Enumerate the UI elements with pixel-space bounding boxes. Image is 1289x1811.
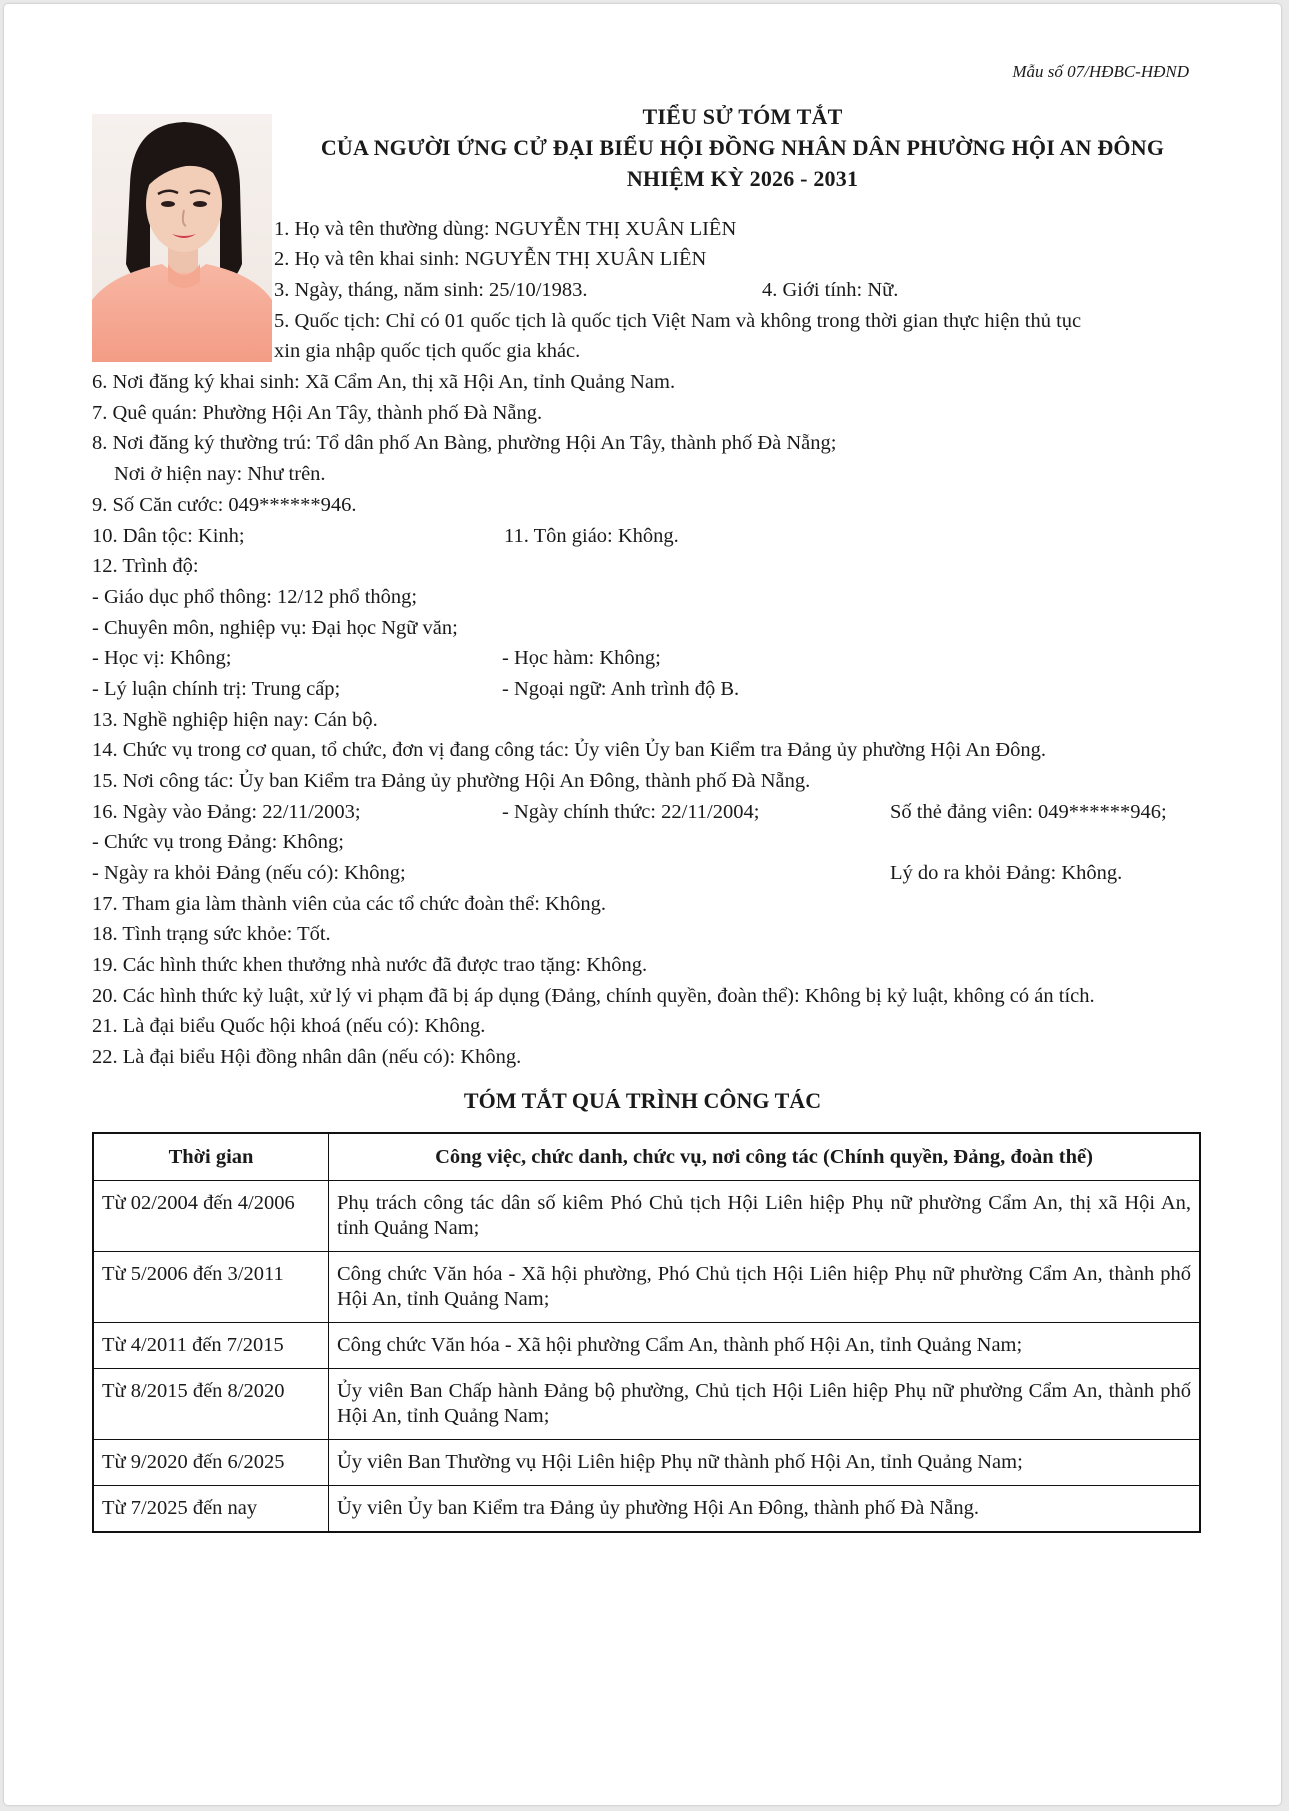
row-time: Từ 9/2020 đến 6/2025 — [93, 1440, 329, 1486]
field-12-specialization: - Chuyên môn, nghiệp vụ: Đại học Ngữ văn; — [92, 617, 458, 639]
field-12-academic-title: - Học hàm: Không; — [502, 647, 661, 669]
row-time: Từ 02/2004 đến 4/2006 — [93, 1181, 329, 1252]
portrait-photo — [92, 114, 272, 362]
field-1-common-name: 1. Họ và tên thường dùng: NGUYỄN THỊ XUÂN LIÊN — [274, 218, 737, 240]
field-16-official-date: - Ngày chính thức: 22/11/2004; — [502, 801, 760, 823]
table-header-row — [93, 1133, 1200, 1181]
field-13-occupation: 13. Nghề nghiệp hiện nay: Cán bộ. — [92, 709, 378, 731]
field-17-organizations: 17. Tham gia làm thành viên của các tổ chức đoàn thể: Không. — [92, 893, 606, 915]
table-row — [93, 1486, 1200, 1533]
field-20-discipline: 20. Các hình thức kỷ luật, xử lý vi phạm đã bị áp dụng (Đảng, chính quyền, đoàn thể): Không bị kỷ luật, không có án tích. — [92, 985, 1095, 1007]
field-8-permanent-residence: 8. Nơi đăng ký thường trú: Tổ dân phố An Bàng, phường Hội An Tây, thành phố Đà Nẵng; — [92, 432, 837, 454]
table-row — [93, 1181, 1200, 1252]
row-time: Từ 7/2025 đến nay — [93, 1486, 329, 1533]
row-description: Ủy viên Ủy ban Kiểm tra Đảng ủy phường Hội An Đông, thành phố Đà Nẵng. — [329, 1486, 1201, 1533]
field-16-party-join-date: 16. Ngày vào Đảng: 22/11/2003; — [92, 801, 361, 823]
field-12-degree: - Học vị: Không; — [92, 647, 232, 669]
document-page — [4, 4, 1281, 1805]
title-line-3: NHIỆM KỲ 2026 - 2031 — [626, 166, 859, 191]
work-history-title: TÓM TẮT QUÁ TRÌNH CÔNG TÁC — [463, 1088, 822, 1113]
table-row — [93, 1252, 1200, 1323]
row-time: Từ 8/2015 đến 8/2020 — [93, 1369, 329, 1440]
field-2-birth-name: 2. Họ và tên khai sinh: NGUYỄN THỊ XUÂN LIÊN — [274, 248, 707, 270]
title-line-2: CỦA NGƯỜI ỨNG CỬ ĐẠI BIỂU HỘI ĐỒNG NHÂN DÂN PHƯỜNG HỘI AN ĐÔNG — [320, 135, 1165, 160]
field-12-general-education: - Giáo dục phổ thông: 12/12 phổ thông; — [92, 586, 418, 608]
field-11-religion: 11. Tôn giáo: Không. — [504, 525, 679, 547]
header-description: Công việc, chức danh, chức vụ, nơi công tác (Chính quyền, Đảng, đoàn thể) — [329, 1133, 1201, 1181]
field-10-ethnicity: 10. Dân tộc: Kinh; — [92, 525, 245, 547]
field-5-nationality: 5. Quốc tịch: Chỉ có 01 quốc tịch là quốc tịch Việt Nam và không trong thời gian thực hiện thủ tục — [274, 310, 1082, 332]
row-description: Công chức Văn hóa - Xã hội phường, Phó Chủ tịch Hội Liên hiệp Phụ nữ phường Cẩm An, thành phố Hội An, tỉnh Quảng Nam; — [329, 1252, 1201, 1323]
field-3-date-of-birth: 3. Ngày, tháng, năm sinh: 25/10/1983. — [274, 279, 588, 301]
field-12-political-theory: - Lý luận chính trị: Trung cấp; — [92, 678, 341, 700]
field-8-current-residence: Nơi ở hiện nay: Như trên. — [114, 463, 326, 485]
field-6-birth-registration: 6. Nơi đăng ký khai sinh: Xã Cẩm An, thị xã Hội An, tỉnh Quảng Nam. — [92, 371, 676, 393]
header-time: Thời gian — [93, 1133, 329, 1181]
table-row — [93, 1369, 1200, 1440]
work-history-table — [92, 1132, 1201, 1533]
field-16-party-leave-date: - Ngày ra khỏi Đảng (nếu có): Không; — [92, 862, 406, 884]
field-14-position: 14. Chức vụ trong cơ quan, tổ chức, đơn vị đang công tác: Ủy viên Ủy ban Kiểm tra Đảng ủy phường Hội An Đông. — [92, 739, 1047, 761]
field-16-party-leave-reason: Lý do ra khỏi Đảng: Không. — [890, 862, 1123, 884]
title-line-1: TIỂU SỬ TÓM TẮT — [642, 104, 843, 129]
field-22-peoples-council: 22. Là đại biểu Hội đồng nhân dân (nếu có): Không. — [92, 1046, 522, 1068]
row-time: Từ 5/2006 đến 3/2011 — [93, 1252, 329, 1323]
table-row — [93, 1323, 1200, 1369]
field-19-awards: 19. Các hình thức khen thưởng nhà nước đã được trao tặng: Không. — [92, 954, 648, 976]
row-description: Công chức Văn hóa - Xã hội phường Cẩm An, thành phố Hội An, tỉnh Quảng Nam; — [329, 1323, 1201, 1369]
row-description: Ủy viên Ban Chấp hành Đảng bộ phường, Chủ tịch Hội Liên hiệp Phụ nữ phường Cẩm An, thành phố Hội An, tỉnh Quảng Nam; — [329, 1369, 1201, 1440]
field-7-hometown: 7. Quê quán: Phường Hội An Tây, thành phố Đà Nẵng. — [92, 402, 543, 424]
field-9-id-number: 9. Số Căn cước: 049******946. — [92, 494, 357, 516]
field-15-workplace: 15. Nơi công tác: Ủy ban Kiểm tra Đảng ủy phường Hội An Đông, thành phố Đà Nẵng. — [92, 770, 811, 792]
form-number: Mẫu số 07/HĐBC-HĐND — [1012, 62, 1189, 81]
row-description: Phụ trách công tác dân số kiêm Phó Chủ tịch Hội Liên hiệp Phụ nữ phường Cẩm An, thị xã Hội An, tỉnh Quảng Nam; — [329, 1181, 1201, 1252]
table-row — [93, 1440, 1200, 1486]
field-16-party-card: Số thẻ đảng viên: 049******946; — [890, 801, 1167, 823]
field-12-education: 12. Trình độ: — [92, 555, 199, 577]
field-21-national-assembly: 21. Là đại biểu Quốc hội khoá (nếu có): Không. — [92, 1015, 486, 1037]
row-time: Từ 4/2011 đến 7/2015 — [93, 1323, 329, 1369]
field-16-party-position: - Chức vụ trong Đảng: Không; — [92, 831, 344, 853]
field-12-foreign-language: - Ngoại ngữ: Anh trình độ B. — [502, 678, 740, 700]
field-5-nationality-cont: xin gia nhập quốc tịch quốc gia khác. — [274, 340, 581, 362]
field-18-health: 18. Tình trạng sức khỏe: Tốt. — [92, 923, 331, 945]
row-description: Ủy viên Ban Thường vụ Hội Liên hiệp Phụ nữ thành phố Hội An, tỉnh Quảng Nam; — [329, 1440, 1201, 1486]
field-4-gender: 4. Giới tính: Nữ. — [762, 279, 899, 301]
